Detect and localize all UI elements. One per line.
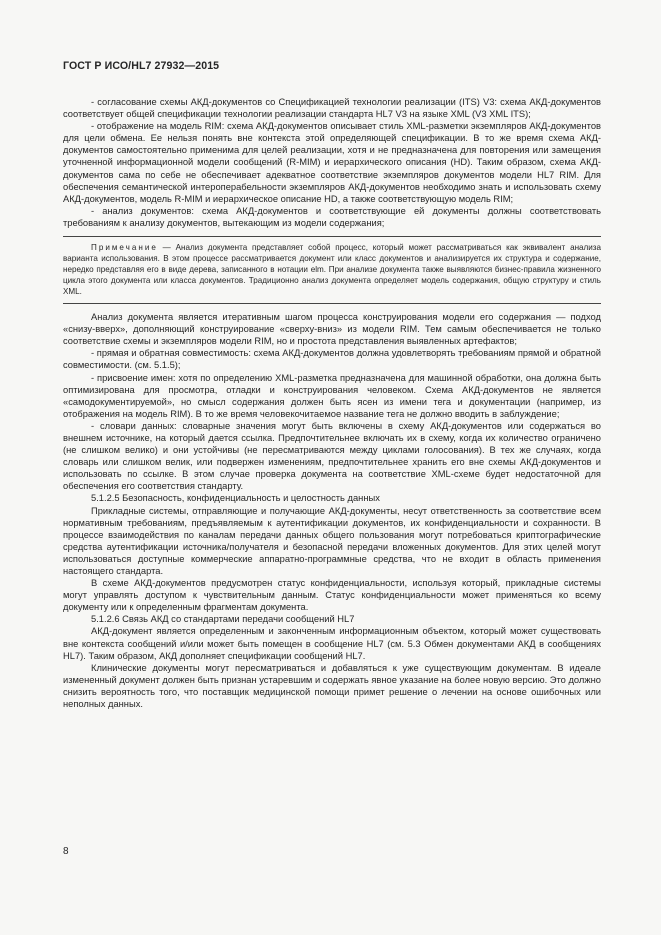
section-heading: 5.1.2.5 Безопасность, конфиденциальность и целостность данных xyxy=(91,493,380,504)
paragraph: АКД-документ является определенным и законченным информационным объектом, который может существовать вне контекста сообщений и/или может быть помещен в сообщение HL7 (см. 5.3 Обмен документами АКД в сообщениях HL7). Таким образом, АКД дополняет спецификации сообщений HL7. xyxy=(63,626,601,661)
paragraph: - присвоение имен: хотя по определению XML-разметка предназначена для машинной обработки, она должна быть оптимизирована для просмотра, отладки и конструирования человеком. Схема АКД-документов не является «самодокументируемой», но смысл содержания должен быть ясен из имени тега и документации (например, из отображения на модель RIM). В то же время человекочитаемое название тега не должно вводить в заблуждение; xyxy=(63,372,601,419)
paragraph: - отображение на модель RIM: схема АКД-документов описывает стиль XML-разметки экземпляров АКД-документов для цели обмена. Ее нельзя понять вне контекста этой определяющей спецификации. В то же время схема АКД-документов самостоятельно применима для целей реализации, хотя и не предназначена для повторения или замещения уточненной информационной модели сообщений (R-MIM) и иерархического описания (HD). Таким образом, схема АКД-документов сама по себе не обеспечивает адекватное соответствие экземпляров документов модели HL7 RIM. Для обеспечения семантической интероперабельности экземпляров АКД-документов необходимо знать и использовать схему АКД-документов, модель R-MIM и иерархическое описание HD, а также соответствующую модель RIM; xyxy=(63,121,601,204)
paragraph: - прямая и обратная совместимость: схема АКД-документов должна удовлетворять требованиям прямой и обратной совместимости. (см. 5.1.5); xyxy=(63,348,601,371)
note-label: Примечание xyxy=(91,243,158,253)
paragraph: Клинические документы могут пересматриваться и добавляться к уже существующим документам. В идеале измененный документ должен быть признан устаревшим и содержать явное указание на более новую версию. Это должно снизить вероятность того, что поставщик медицинской помощи примет решение о лечении на основе ошибочных или неполных данных. xyxy=(63,662,601,710)
paragraph: - анализ документов: схема АКД-документов и соответствующие ей документы должны соответствовать требованиям к анализу документов, вытекающим из модели содержания; xyxy=(63,205,601,228)
note-text: — Анализ документа представляет собой процесс, который может рассматриваться как эквивалент анализа варианта использования. В этом процессе рассматривается документ или класс документов и анализируется их структура и содержание, нередко представляя его в виде дерева, записанного в нотации elm. При анализе документа также выявляются бизнес-правила жизненного цикла этого документа или класса документов. Традиционно анализ документа определяет модель содержания, общую структуру и стиль XML. xyxy=(63,243,601,297)
paragraph: Прикладные системы, отправляющие и получающие АКД-документы, несут ответственность за соответствие всем нормативным требованиям, предъявляемым к аутентификации документов, их конфиденциальности и сохранности. В процессе взаимодействия по каналам передачи данных общего пользования могут потребоваться криптографические средства аутентификации источника/получателя и безопасной передачи вложенных документов. Для этих целей могут использоваться доступные коммерческие аппаратно-программные средства, что не входит в область применения настоящего стандарта. xyxy=(63,505,601,576)
note-block xyxy=(63,236,601,304)
paragraph: - согласование схемы АКД-документов со Спецификацией технологии реализации (ITS) V3: схема АКД-документов соответствует общей спецификации технологии реализации стандарта HL7 V3 на языке XML (V3 XML ITS); xyxy=(63,97,601,120)
document-body xyxy=(63,96,601,710)
note-paragraph xyxy=(63,242,601,297)
section-heading: 5.1.2.6 Связь АКД со стандартами передачи сообщений HL7 xyxy=(91,614,355,625)
page-number: 8 xyxy=(63,846,69,857)
paragraph: - словари данных: словарные значения могут быть включены в схему АКД-документов или содержаться во внешнем источнике, на который дается ссылка. Предпочтительнее включать их в схему, когда их количество ограничено (не слишком велико) и они устойчивы (не пересматриваются между циклами голосования). В тех же случаях, когда словарь или слишком велик, или подвержен изменениям, предпочтительнее хранить его вне схемы АКД-документов и использовать по ссылке. В этом случае проверка документа на соответствие XML-схеме будет недостаточной для обеспечения его соответствия стандарту. xyxy=(63,420,601,492)
page-header-title: ГОСТ Р ИСО/HL7 27932—2015 xyxy=(63,60,220,72)
paragraph: В схеме АКД-документов предусмотрен статус конфиденциальности, используя который, прикладные системы могут управлять доступом к чувствительным данным. Статус конфиденциальности может применяться ко всему документу или к определенным фрагментам документа. xyxy=(63,578,601,613)
paragraph: Анализ документа является итеративным шагом процесса конструирования модели его содержания — подход «снизу-вверх», дополняющий конструирование «сверху-вниз» из модели RIM. Тем самым обеспечивается не только соответствие схемы и экземпляров модели RIM, но и простота представления выявленных артефактов; xyxy=(63,312,601,347)
